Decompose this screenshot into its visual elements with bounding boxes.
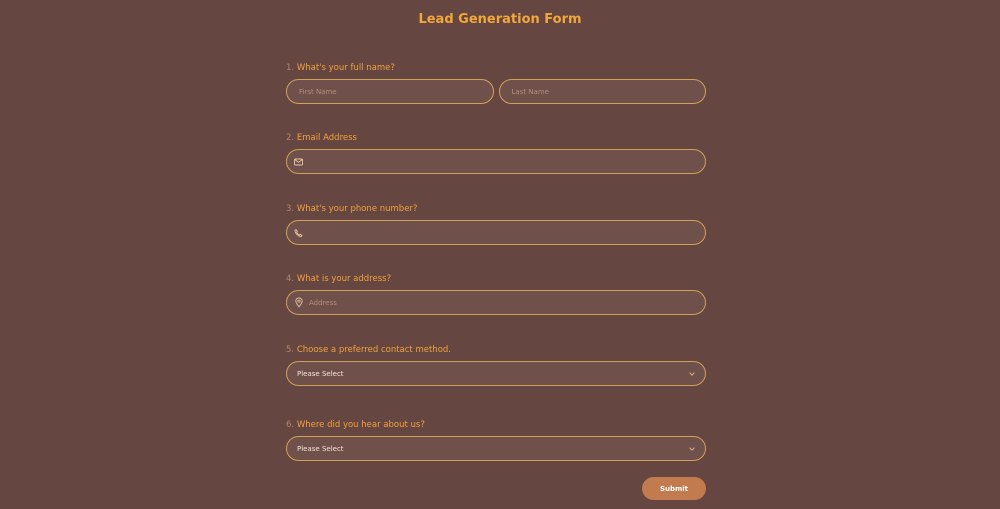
question-number: 6. — [286, 420, 295, 430]
question-number: 5. — [286, 345, 295, 355]
question-number: 2. — [286, 133, 295, 143]
question-label — [286, 131, 706, 145]
email-input[interactable] — [287, 150, 705, 173]
select-value: Please Select — [297, 369, 344, 378]
question-label — [286, 272, 706, 286]
address-field-wrapper — [286, 290, 706, 315]
question-text: Email Address — [296, 133, 357, 143]
question-email — [286, 131, 706, 174]
question-label — [286, 61, 706, 75]
question-number: 1. — [286, 63, 295, 73]
question-text: Choose a preferred contact method. — [296, 345, 451, 355]
last-name-field-wrapper — [499, 79, 707, 104]
first-name-field-wrapper — [286, 79, 494, 104]
question-label — [286, 418, 706, 432]
phone-field-wrapper — [286, 220, 706, 245]
question-number: 3. — [286, 204, 295, 214]
last-name-input[interactable] — [500, 80, 706, 103]
question-contact-method — [286, 343, 706, 386]
location-pin-icon — [294, 298, 303, 307]
mail-icon — [294, 157, 303, 166]
question-phone — [286, 202, 706, 245]
question-full-name — [286, 61, 706, 104]
first-name-input[interactable] — [287, 80, 493, 103]
question-text: Where did you hear about us? — [296, 420, 425, 430]
submit-button[interactable]: Submit — [642, 477, 706, 500]
question-text: What's your full name? — [296, 63, 395, 73]
question-text: What's your phone number? — [296, 204, 418, 214]
question-number: 4. — [286, 274, 295, 284]
question-referral-source — [286, 418, 706, 461]
question-address — [286, 272, 706, 315]
chevron-down-icon — [688, 370, 696, 378]
select-value: Please Select — [297, 444, 344, 453]
question-label — [286, 202, 706, 216]
email-field-wrapper — [286, 149, 706, 174]
phone-input[interactable] — [287, 221, 705, 244]
referral-source-select[interactable] — [286, 436, 706, 461]
contact-method-select[interactable] — [286, 361, 706, 386]
question-text: What is your address? — [296, 274, 392, 284]
phone-icon — [294, 228, 303, 237]
chevron-down-icon — [688, 445, 696, 453]
address-input[interactable] — [287, 291, 705, 314]
question-label — [286, 343, 706, 357]
form-title: Lead Generation Form — [418, 12, 582, 27]
